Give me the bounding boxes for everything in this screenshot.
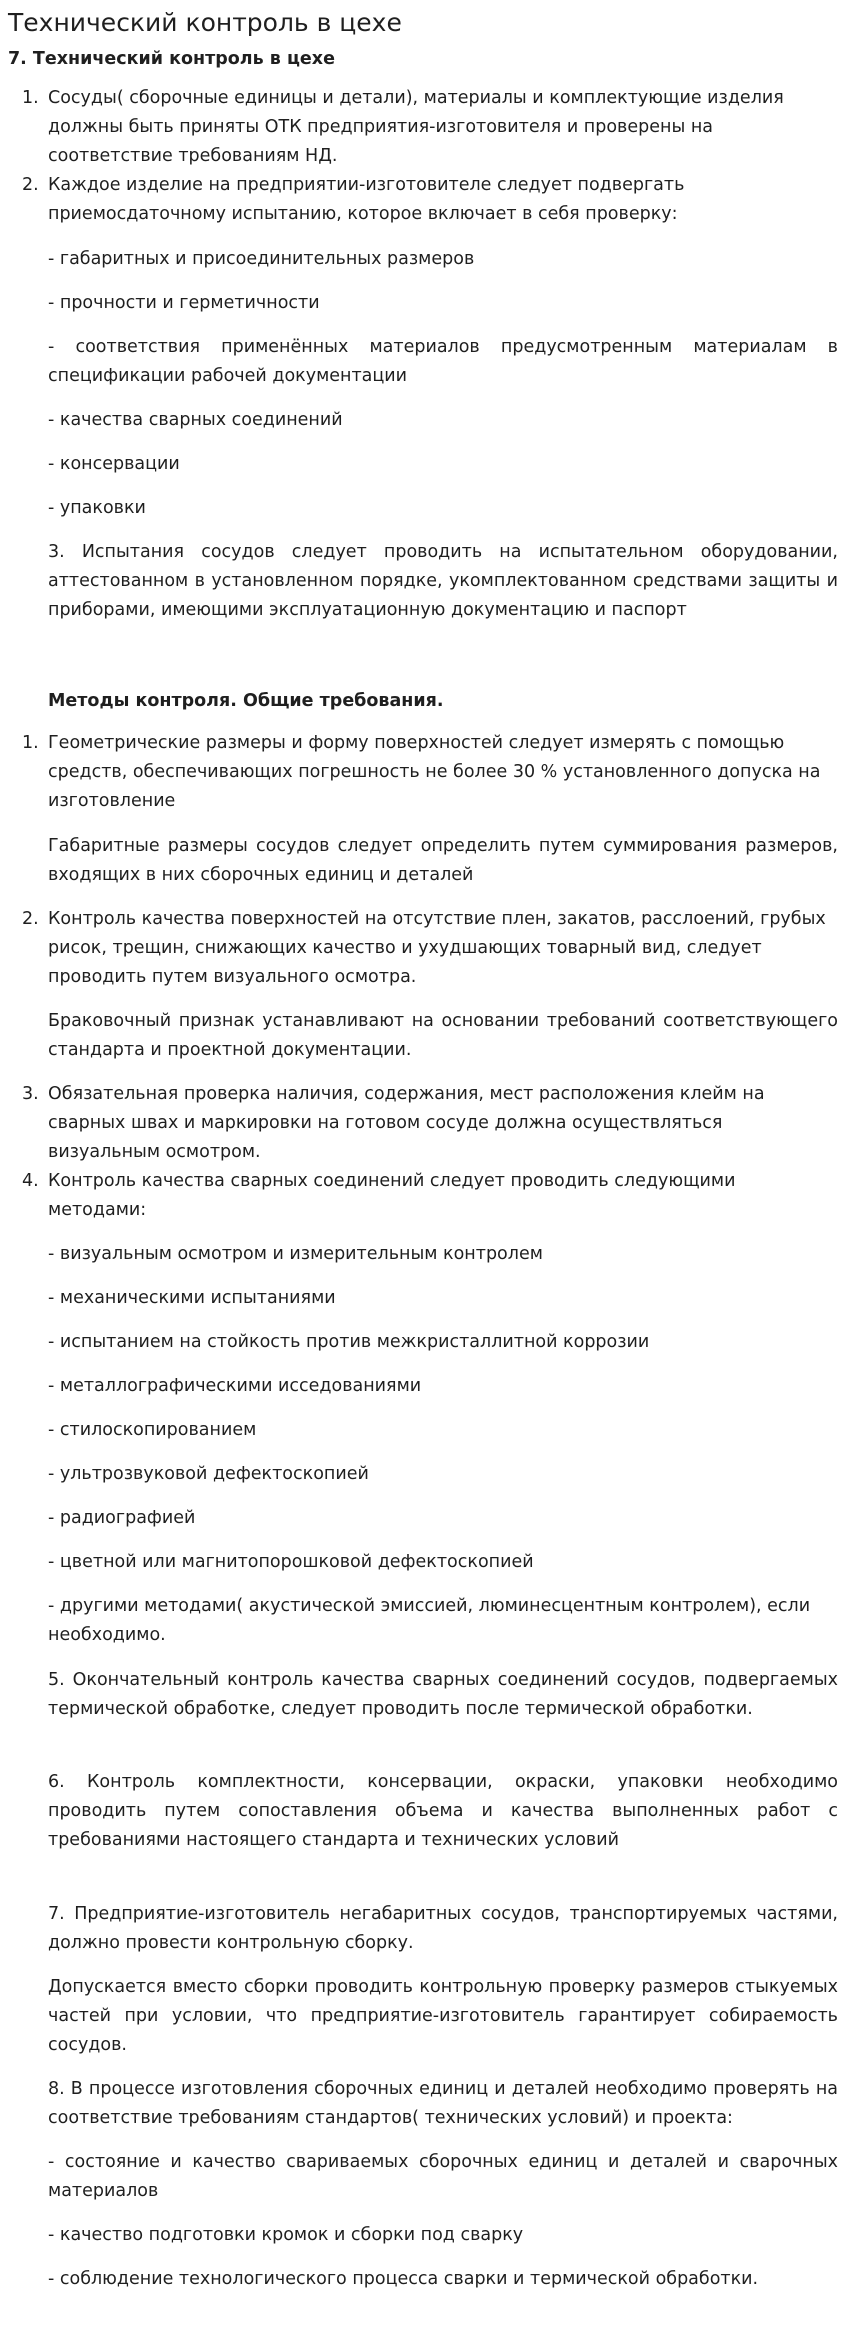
list-item: Геометрические размеры и форму поверхностей следует измерять с помощью средств, обеспечивающих погрешность не более 30 % установленного допуска на изготовление <box>48 733 821 811</box>
paragraph: 8. В процессе изготовления сборочных единиц и деталей необходимо проверять на соответствие требованиям стандартов( технических условий) и проекта: <box>48 2079 838 2128</box>
method-item: - цветной или магнитопорошковой дефектоскопией <box>48 1552 534 1572</box>
page-title: Технический контроль в цехе <box>8 8 402 37</box>
list-item: Контроль качества сварных соединений следует проводить следующими методами: <box>48 1171 736 1220</box>
list-item: Контроль качества поверхностей на отсутствие плен, закатов, расслоений, грубых рисок, трещин, снижающих качество и ухудшающих товарный вид, следует проводить путем визуального осмотра. <box>48 909 826 987</box>
method-item: - металлографическими исседованиями <box>48 1376 422 1396</box>
list-number: 2. <box>22 909 39 929</box>
paragraph: 5. Окончательный контроль качества сварных соединений сосудов, подвергаемых термической обработке, следует проводить после термической обработки. <box>48 1670 838 1719</box>
list-item: Обязательная проверка наличия, содержания, мест расположения клейм на сварных швах и маркировки на готовом сосуде должна осуществляться визуальным осмотром. <box>48 1084 765 1162</box>
check-item: - соответствия применённых материалов предусмотренным материалам в спецификации рабочей документации <box>48 337 838 386</box>
methods-heading: Методы контроля. Общие требования. <box>48 691 444 711</box>
paragraph: Габаритные размеры сосудов следует определить путем суммирования размеров, входящих в них сборочных единиц и деталей <box>48 836 838 885</box>
method-item: - механическими испытаниями <box>48 1288 336 1308</box>
method-item: - испытанием на стойкость против межкристаллитной коррозии <box>48 1332 650 1352</box>
check-item: - упаковки <box>48 498 146 518</box>
paragraph: Браковочный признак устанавливают на основании требований соответствующего стандарта и проектной документации. <box>48 1011 838 1060</box>
paragraph: 3. Испытания сосудов следует проводить на испытательном оборудовании, аттестованном в установленном порядке, укомплектованном средствами защиты и приборами, имеющими эксплуатационную документацию и паспорт <box>48 542 838 620</box>
list-number: 1. <box>22 733 39 753</box>
list-item: Каждое изделие на предприятии-изготовителе следует подвергать приемосдаточному испытанию, которое включает в себя проверку: <box>48 175 685 224</box>
method-item: - радиографией <box>48 1508 196 1528</box>
check-item: - габаритных и присоединительных размеров <box>48 249 475 269</box>
method-item: - ультрозвуковой дефектоскопией <box>48 1464 369 1484</box>
list-item: - состояние и качество свариваемых сборочных единиц и деталей и сварочных материалов <box>48 2152 838 2201</box>
check-item: - качества сварных соединений <box>48 410 343 430</box>
paragraph: 6. Контроль комплектности, консервации, окраски, упаковки необходимо проводить путем сопоставления объема и качества выполненных работ с требованиями настоящего стандарта и технических условий <box>48 1772 838 1850</box>
method-item: - другими методами( акустической эмиссией, люминесцентным контролем), если необходимо. <box>48 1596 811 1645</box>
method-item: - визуальным осмотром и измерительным контролем <box>48 1244 543 1264</box>
list-number: 1. <box>22 88 39 108</box>
list-item: - качество подготовки кромок и сборки под сварку <box>48 2225 524 2245</box>
section-heading: 7. Технический контроль в цехе <box>8 49 335 69</box>
list-number: 4. <box>22 1171 39 1191</box>
method-item: - стилоскопированием <box>48 1420 257 1440</box>
paragraph: Допускается вместо сборки проводить контрольную проверку размеров стыкуемых частей при условии, что предприятие-изготовитель гарантирует собираемость сосудов. <box>48 1977 838 2055</box>
check-item: - консервации <box>48 454 180 474</box>
list-item: - соблюдение технологического процесса сварки и термической обработки. <box>48 2269 759 2289</box>
list-item: Сосуды( сборочные единицы и детали), материалы и комплектующие изделия должны быть приняты ОТК предприятия-изготовителя и проверены на соответствие требованиям НД. <box>48 88 784 166</box>
check-item: - прочности и герметичности <box>48 293 320 313</box>
list-number: 3. <box>22 1084 39 1104</box>
paragraph: 7. Предприятие-изготовитель негабаритных сосудов, транспортируемых частями, должно провести контрольную сборку. <box>48 1904 838 1953</box>
list-number: 2. <box>22 175 39 195</box>
